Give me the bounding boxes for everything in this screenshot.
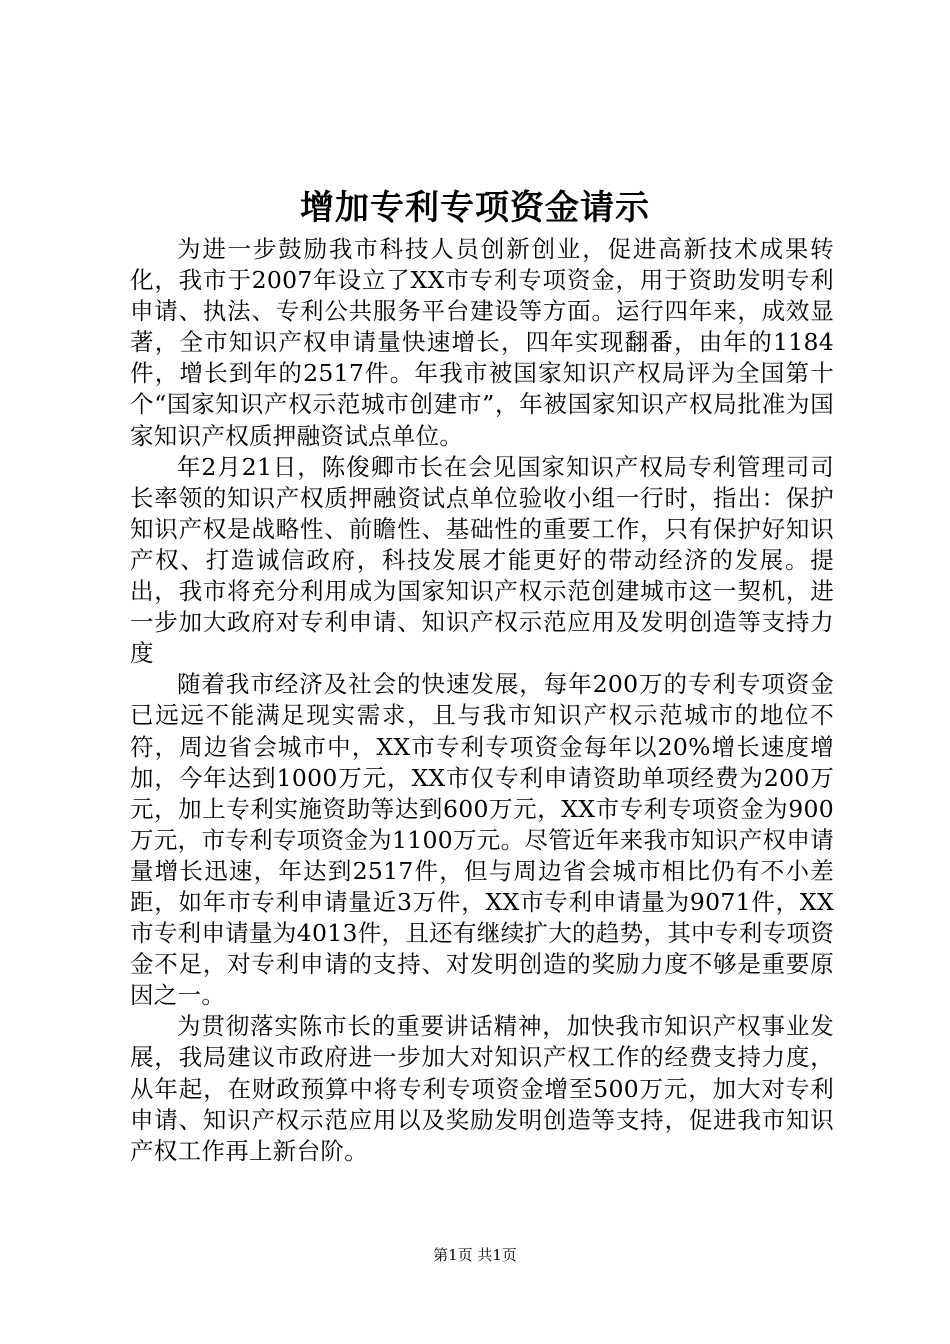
paragraph-2: 年2月21日，陈俊卿市长在会见国家知识产权局专利管理司司长率领的知识产权质押融资试点单位验收小组一行时，指出：保护知识产权是战略性、前瞻性、基础性的重要工作，只有保护好知识产权、打造诚信政府，科技发展才能更好的带动经济的发展。提出，我市将充分利用成为国家知识产权示范创建城市这一契机，进一步加大政府对专利申请、知识产权示范应用及发明创造等支持力度 [130,452,834,668]
page-number-footer: 第1页 共1页 [433,1246,517,1264]
document-body [130,234,834,1167]
paragraph-3: 随着我市经济及社会的快速发展，每年200万的专利专项资金已远远不能满足现实需求，且与我市知识产权示范城市的地位不符，周边省会城市中，XX市专利专项资金每年以20%增长速度增加，今年达到1000万元，XX市仅专利申请资助单项经费为200万元，加上专利实施资助等达到600万元，XX市专利专项资金为900万元，市专利专项资金为1100万元。尽管近年来我市知识产权申请量增长迅速，年达到2517件，但与周边省会城市相比仍有不小差距，如年市专利申请量近3万件，XX市专利申请量为9071件，XX市专利申请量为4013件，且还有继续扩大的趋势，其中专利专项资金不足，对专利申请的支持、对发明创造的奖励力度不够是重要原因之一。 [130,670,834,1010]
paragraph-4: 为贯彻落实陈市长的重要讲话精神，加快我市知识产权事业发展，我局建议市政府进一步加大对知识产权工作的经费支持力度，从年起，在财政预算中将专利专项资金增至500万元，加大对专利申请、知识产权示范应用以及奖励发明创造等支持，促进我市知识产权工作再上新台阶。 [130,1012,834,1165]
document-title: 增加专利专项资金请示 [300,188,650,228]
paragraph-1: 为进一步鼓励我市科技人员创新创业，促进高新技术成果转化，我市于2007年设立了XX市专利专项资金，用于资助发明专利申请、执法、专利公共服务平台建设等方面。运行四年来，成效显著，全市知识产权申请量快速增长，四年实现翻番，由年的1184件，增长到年的2517件。年我市被国家知识产权局评为全国第十个“国家知识产权示范城市创建市”，年被国家知识产权局批准为国家知识产权质押融资试点单位。 [130,235,834,450]
